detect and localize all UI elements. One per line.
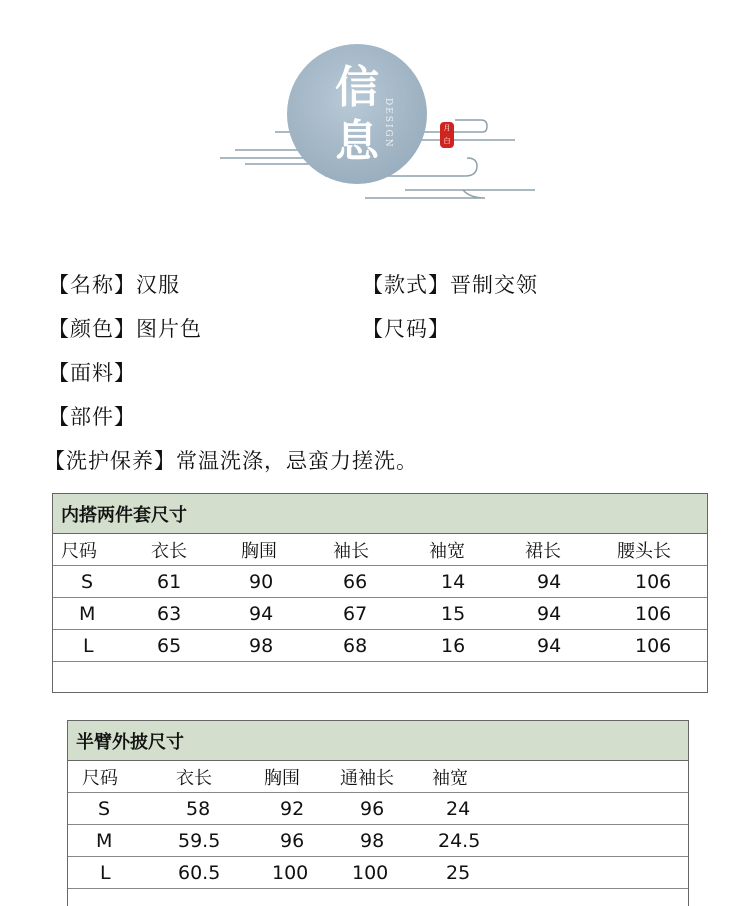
header-cell: 尺码 — [82, 767, 118, 789]
info-name: 【名称】汉服 — [48, 273, 180, 297]
table-row — [68, 825, 688, 857]
header-cell: 衣长 — [176, 767, 212, 789]
cell: 100 — [352, 861, 389, 884]
table-empty-row — [68, 889, 688, 906]
header-cell: 胸围 — [241, 540, 277, 562]
cell: 60.5 — [178, 861, 221, 884]
cell: 61 — [157, 570, 182, 593]
cell: 94 — [537, 602, 562, 625]
table-row — [53, 598, 707, 630]
info-size: 【尺码】 — [362, 317, 450, 341]
cell: 98 — [360, 829, 385, 852]
cell: 24 — [446, 797, 471, 820]
cell: 15 — [441, 602, 466, 625]
cell: 94 — [537, 634, 562, 657]
header-emblem — [215, 40, 545, 210]
table-title: 半臂外披尺寸 — [68, 721, 688, 761]
header-cell: 通袖长 — [340, 767, 394, 789]
table-row — [53, 630, 707, 662]
info-care: 【洗护保养】常温洗涤，忌蛮力搓洗。 — [44, 449, 418, 473]
header-cell: 袖宽 — [429, 540, 465, 562]
design-label: DESIGN — [383, 98, 393, 149]
cell: 58 — [186, 797, 211, 820]
header-cell: 衣长 — [151, 540, 187, 562]
header-cell: 裙长 — [525, 540, 561, 562]
cell: 96 — [360, 797, 385, 820]
header-cell: 袖长 — [333, 540, 369, 562]
cell: L — [83, 634, 94, 657]
cell: S — [98, 797, 111, 820]
cell: 59.5 — [178, 829, 221, 852]
cell: 92 — [280, 797, 305, 820]
size-table-inner-set — [52, 493, 708, 693]
info-color: 【颜色】图片色 — [48, 317, 202, 341]
cell: M — [96, 829, 113, 852]
cell: 67 — [343, 602, 368, 625]
cell: 66 — [343, 570, 368, 593]
table-empty-row — [53, 662, 707, 690]
cell: M — [79, 602, 96, 625]
cell: 16 — [441, 634, 466, 657]
cell: L — [100, 861, 111, 884]
table-row — [68, 857, 688, 889]
emblem-char-xin: 信 — [335, 62, 379, 113]
cell: 94 — [249, 602, 274, 625]
emblem-char-xi: 息 — [335, 116, 379, 167]
header-cell: 尺码 — [61, 540, 97, 562]
cell: 98 — [249, 634, 274, 657]
cell: 65 — [157, 634, 182, 657]
header-cell: 胸围 — [264, 767, 300, 789]
cell: 63 — [157, 602, 182, 625]
cell: 24.5 — [438, 829, 481, 852]
table-header-row — [53, 534, 707, 566]
cell: 100 — [272, 861, 309, 884]
info-fabric: 【面料】 — [48, 361, 136, 385]
cell: 14 — [441, 570, 466, 593]
header-cell: 袖宽 — [432, 767, 468, 789]
cell: 106 — [635, 602, 672, 625]
red-seal-stamp: 月 白 — [440, 122, 454, 148]
info-parts: 【部件】 — [48, 405, 136, 429]
info-style: 【款式】晋制交领 — [362, 273, 538, 297]
table-header-row — [68, 761, 688, 793]
table-row — [53, 566, 707, 598]
cell: 68 — [343, 634, 368, 657]
cell: 94 — [537, 570, 562, 593]
size-table-half-sleeve-cape — [67, 720, 689, 906]
cell: 96 — [280, 829, 305, 852]
header-cell: 腰头长 — [617, 540, 671, 562]
cell: S — [81, 570, 94, 593]
cell: 106 — [635, 634, 672, 657]
cell: 90 — [249, 570, 274, 593]
table-title: 内搭两件套尺寸 — [53, 494, 707, 534]
table-row — [68, 793, 688, 825]
cell: 106 — [635, 570, 672, 593]
cell: 25 — [446, 861, 471, 884]
